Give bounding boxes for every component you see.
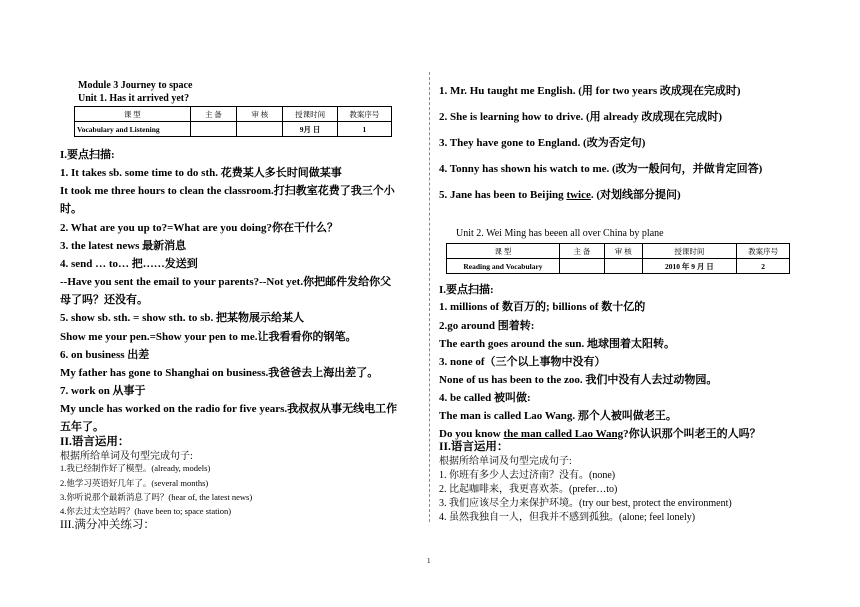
table2-time-value: 2010 年 9 月 日	[642, 259, 737, 274]
point-line: 7. work on 从事于	[60, 385, 146, 397]
point-line: 1. It takes sb. some time to do sth. 花费某人多长时间做某事	[60, 167, 342, 179]
section2-heading: II.语言运用：	[60, 436, 130, 448]
table2-prep-value	[559, 259, 604, 274]
table1-header-type: 课 型	[75, 107, 191, 122]
table2-header-prep: 主 备	[559, 244, 604, 259]
exercise-item: 3.你听说那个最新消息了吗？(hear of, the latest news)	[60, 492, 253, 502]
table2-header-time: 授课时间	[642, 244, 737, 259]
section2-intro: 根据所给单词及句型完成句子:	[60, 451, 193, 462]
exercise-item: 1.我已经制作好了模型。(already, models)	[60, 463, 211, 473]
table1-review-value	[237, 122, 283, 137]
table2-header-type: 课 型	[447, 244, 560, 259]
table1-prep-value	[190, 122, 236, 137]
lesson-table-1	[74, 106, 392, 137]
exercise-item: 3. 我们应该尽全力来保护环境。(try our best, protect the environment)	[439, 498, 732, 509]
practice-item-text: 5. Jane has been to Beijing	[439, 189, 567, 201]
section2-heading: II.语言运用：	[439, 441, 509, 453]
table2-number-value: 2	[737, 259, 790, 274]
practice-item	[439, 186, 681, 202]
point-line-text: Do you know	[439, 428, 504, 440]
point-line: My father has gone to Shanghai on business.我爸爸去上海出差了。	[60, 367, 379, 379]
unit2-title: Unit 2. Wei Ming has beeen all over China by plane	[456, 228, 664, 239]
table1-header-review: 审 核	[237, 107, 283, 122]
table1-header-number: 教案序号	[337, 107, 391, 122]
point-line: 5. show sb. sth. = show sth. to sb. 把某物展示给某人	[60, 312, 305, 324]
point-line: It took me three hours to clean the classroom.打扫教室花费了我三个小	[60, 185, 395, 197]
point-line-text: ?你认识那个叫老王的人吗？	[623, 428, 761, 440]
column-divider	[429, 72, 430, 522]
page-number: 1	[427, 557, 431, 565]
practice-item: 4. Tonny has shown his watch to me. (改为一般问句，并做肯定回答)	[439, 163, 763, 175]
point-line: 母了吗？还没有。	[60, 294, 148, 306]
exercise-item: 4.你去过太空站吗？(have been to; space station)	[60, 506, 232, 516]
table1-type-value: Vocabulary and Listening	[75, 122, 191, 137]
lesson-table-2	[446, 243, 790, 274]
table1-header-prep: 主 备	[190, 107, 236, 122]
unit1-title: Unit 1. Has it arrived yet?	[78, 93, 190, 104]
point-line: 五年了。	[60, 421, 104, 433]
module-title: Module 3 Journey to space	[78, 80, 193, 91]
table2-header-review: 审 核	[605, 244, 643, 259]
table1-number-value: 1	[337, 122, 391, 137]
section1-heading: I.要点扫描:	[439, 284, 494, 296]
table1-header-time: 授课时间	[283, 107, 337, 122]
point-line: Show me your pen.=Show your pen to me.让我看看你的钢笔。	[60, 331, 357, 343]
point-line: 4. send … to… 把……发送到	[60, 258, 198, 270]
point-line: --Have you sent the email to your parents?--Not yet.你把邮件发给你父	[60, 276, 392, 288]
point-line: The man is called Lao Wang. 那个人被叫做老王。	[439, 410, 677, 422]
point-line: 3. none of（三个以上事物中没有）	[439, 356, 606, 368]
table2-header-number: 教案序号	[737, 244, 790, 259]
section2-intro: 根据所给单词及句型完成句子:	[439, 456, 572, 467]
point-line: 1. millions of 数百万的; billions of 数十亿的	[439, 301, 646, 313]
point-line: 6. on business 出差	[60, 349, 150, 361]
exercise-item: 2.他学习英语好几年了。(several months)	[60, 478, 209, 488]
point-line: 3. the latest news 最新消息	[60, 240, 187, 252]
table2-type-value: Reading and Vocabulary	[447, 259, 560, 274]
practice-item: 2. She is learning how to drive. (用 already 改成现在完成时)	[439, 111, 723, 123]
point-line: The earth goes around the sun. 地球围着太阳转。	[439, 338, 676, 350]
underlined-phrase: the man called Lao Wang	[503, 428, 624, 440]
point-line: None of us has been to the zoo. 我们中没有人去过动物园。	[439, 374, 718, 386]
point-line: 2. What are you up to?=What are you doing?你在干什么？	[60, 222, 338, 234]
practice-item: 1. Mr. Hu taught me English. (用 for two years 改成现在完成时)	[439, 85, 741, 97]
table1-time-value: 9月 日	[283, 122, 337, 137]
exercise-item: 1. 你班有多少人去过济南？没有。(none)	[439, 470, 616, 481]
table2-review-value	[605, 259, 643, 274]
underlined-word: twice	[566, 189, 591, 201]
point-line: 时。	[60, 203, 82, 215]
practice-item: 3. They have gone to England. (改为否定句)	[439, 137, 646, 149]
section3-heading: III.满分冲关练习：	[60, 519, 155, 531]
exercise-item: 2. 比起咖啡来，我更喜欢茶。(prefer…to)	[439, 484, 618, 495]
exercise-item: 4. 虽然我独自一人，但我并不感到孤独。(alone; feel lonely)	[439, 512, 696, 523]
practice-item-text: . (对划线部分提问)	[590, 189, 681, 201]
point-line: 2.go around 围着转:	[439, 320, 535, 332]
point-line: My uncle has worked on the radio for five years.我叔叔从事无线电工作	[60, 403, 398, 415]
point-line: 4. be called 被叫做:	[439, 392, 531, 404]
section1-heading: I.要点扫描:	[60, 149, 115, 161]
